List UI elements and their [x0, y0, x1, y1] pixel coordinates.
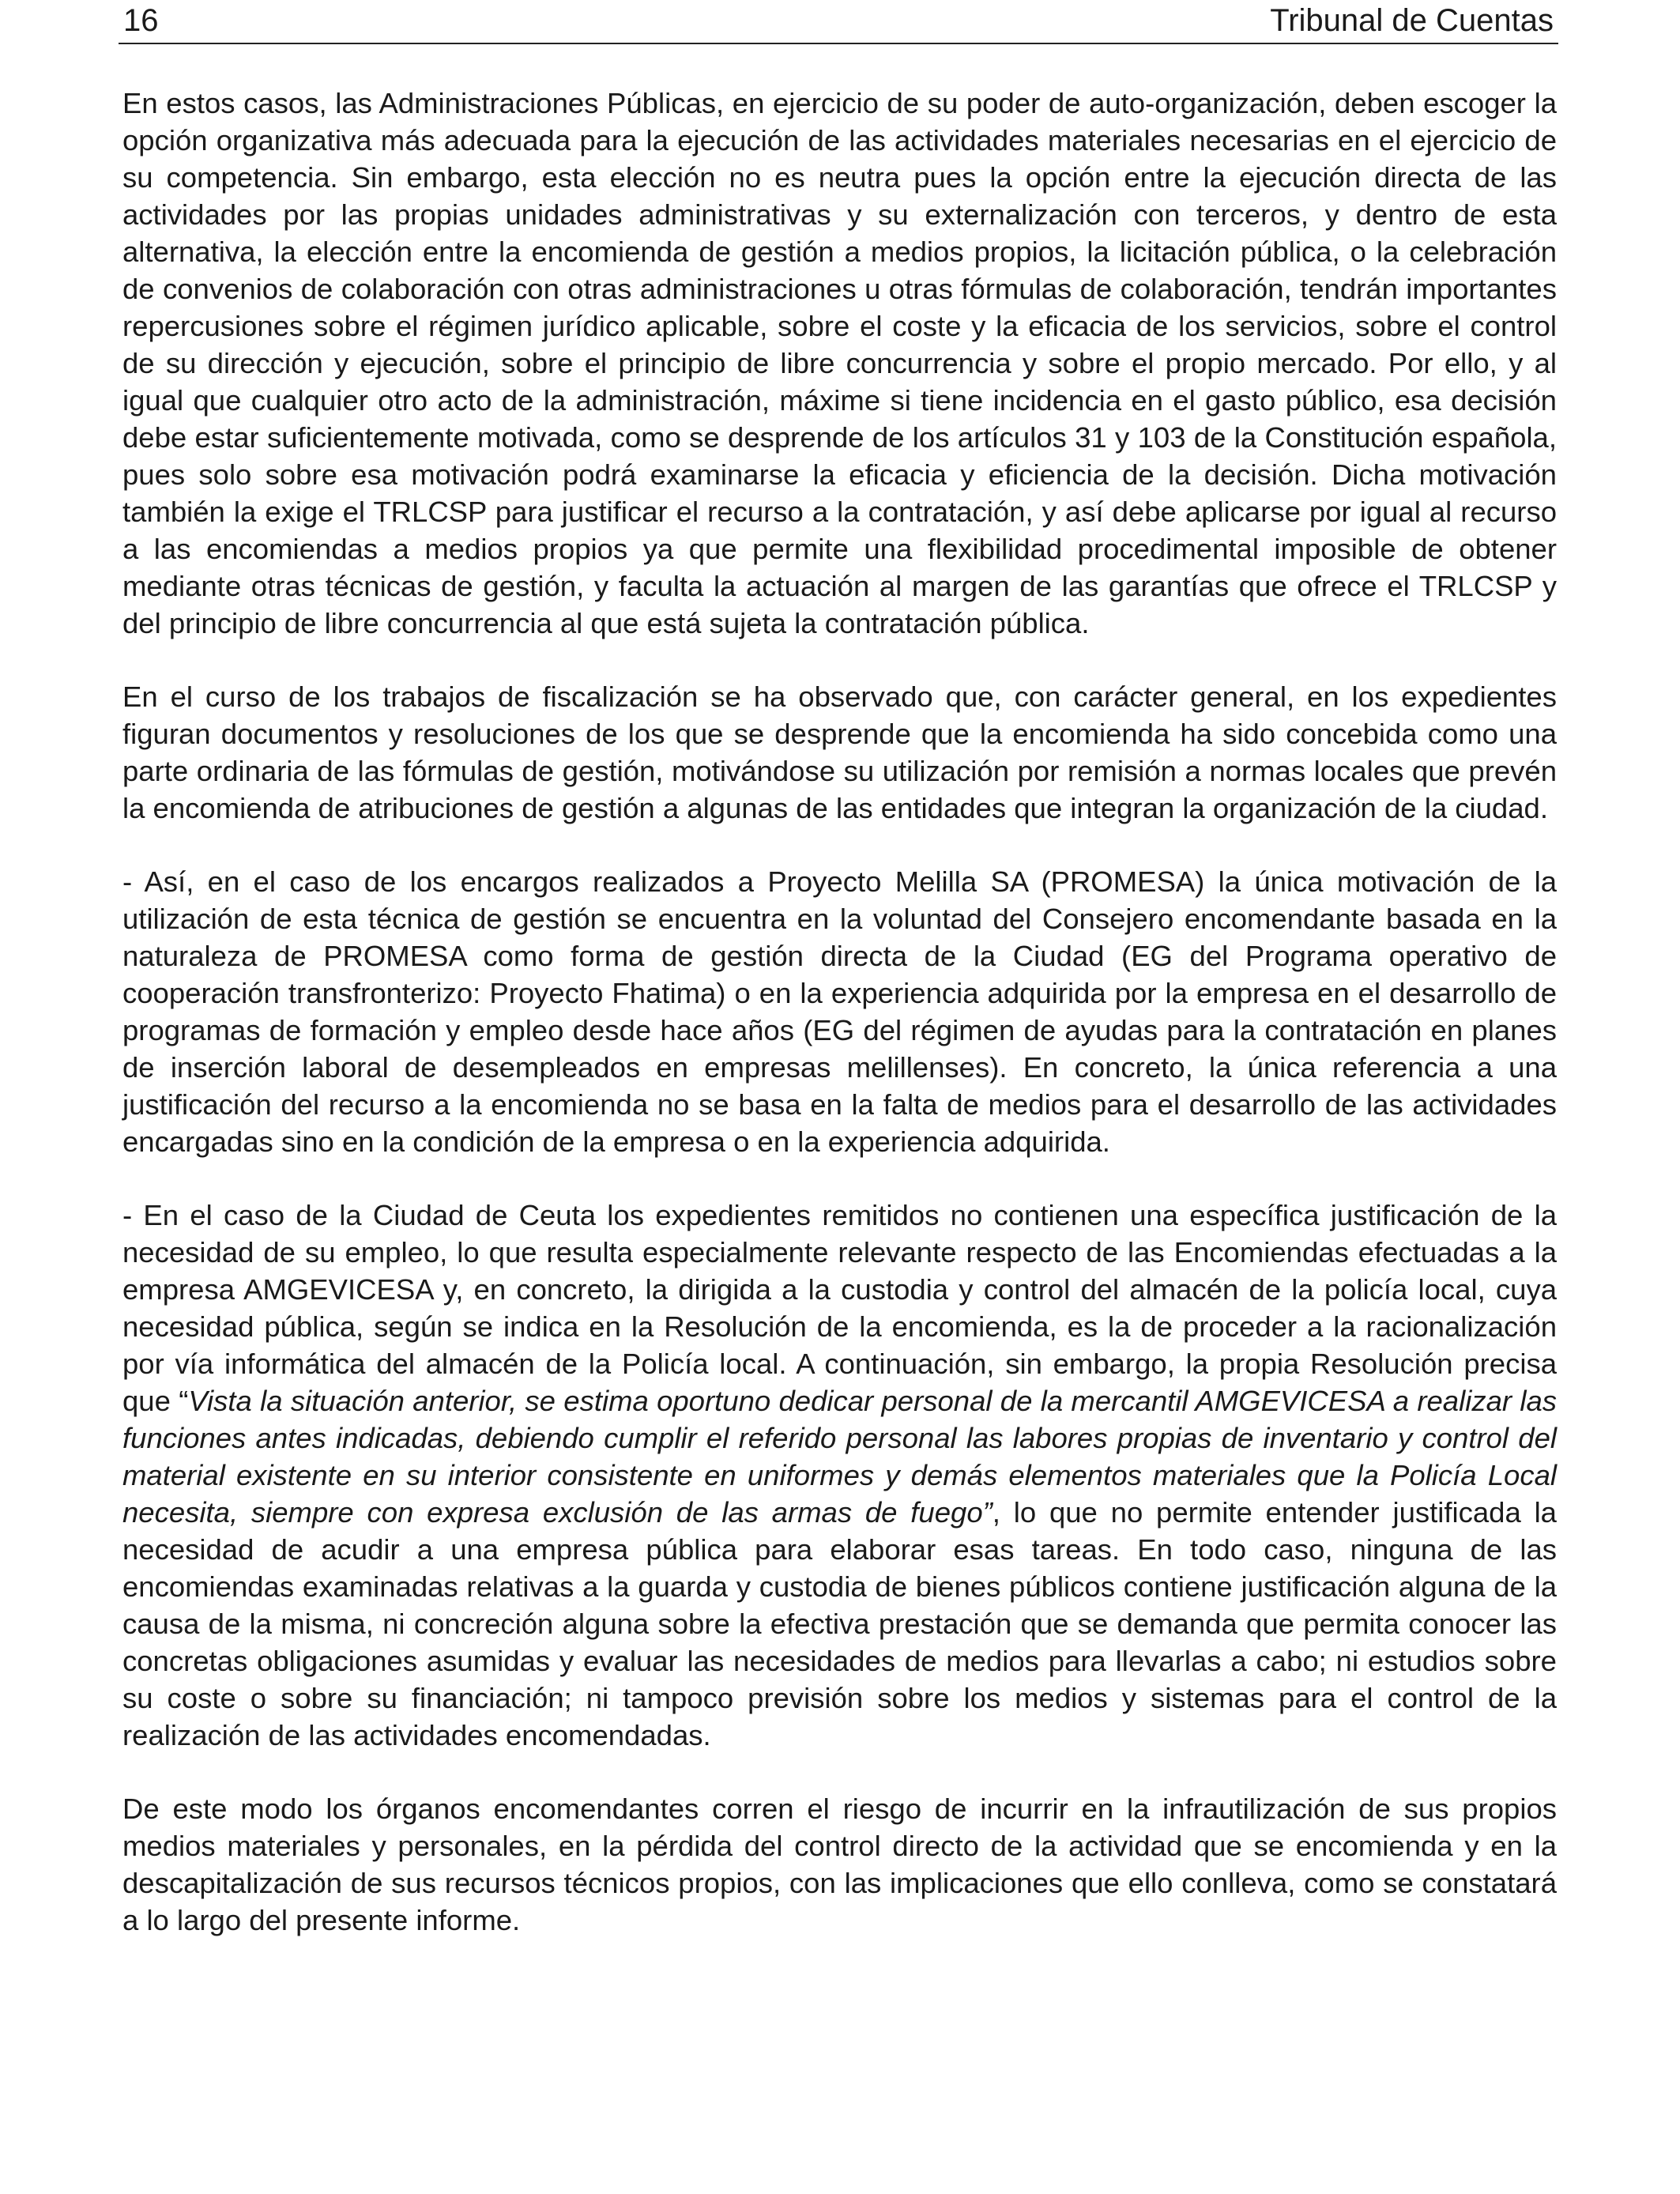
ceuta-text-before-quote: - En el caso de la Ciudad de Ceuta los expedientes remitidos no contienen una específica justificación de la necesidad de su empleo, lo que resulta especialmente relevante respecto de las Encomiendas efectuadas a la empresa AMGEVICESA y, en concreto, la dirigida a la custodia y control del almacén de la policía local, cuya necesidad pública, según se indica en la Resolución de la encomienda, es la de proceder a la racionalización por vía informática del almacén de la Policía local. A continuación, sin embargo, la propia Resolución precisa que “: [122, 1199, 1557, 1417]
running-title: Tribunal de Cuentas: [1270, 3, 1554, 38]
body-text: [122, 85, 1557, 1975]
paragraph-promesa: - Así, en el caso de los encargos realizados a Proyecto Melilla SA (PROMESA) la única motivación de la utilización de esta técnica de gestión se encuentra en la voluntad del Consejero encomendante basada en la naturaleza de PROMESA como forma de gestión directa de la Ciudad (EG del Programa operativo de cooperación transfronterizo: Proyecto Fhatima) o en la experiencia adquirida por la empresa en el desarrollo de programas de formación y empleo desde hace años (EG del régimen de ayudas para la contratación en planes de inserción laboral de desempleados en empresas melillenses). En concreto, la única referencia a una justificación del recurso a la encomienda no se basa en la falta de medios para el desarrollo de las actividades encargadas sino en la condición de la empresa o en la experiencia adquirida.: [122, 865, 1557, 1158]
paragraph-ceuta: [122, 1197, 1557, 1754]
page-header: [119, 0, 1558, 44]
paragraph-fiscalizacion: En el curso de los trabajos de fiscalización se ha observado que, con carácter general, en los expedientes figuran documentos y resoluciones de los que se desprende que la encomienda ha sido concebida como una parte ordinaria de las fórmulas de gestión, motivándose su utilización por remisión a normas locales que prevén la encomienda de atribuciones de gestión a algunas de las entidades que integran la organización de la ciudad.: [122, 680, 1557, 824]
resolution-quote: Vista la situación anterior, se estima oportuno dedicar personal de la mercantil AMGEVICESA a realizar las funciones antes indicadas, debiendo cumplir el referido personal las labores propias de inventario y control del material existente en su interior consistente en uniformes y demás elementos materiales que la Policía Local necesita, siempre con expresa exclusión de las armas de fuego”: [122, 1385, 1557, 1529]
ceuta-text-after-quote: , lo que no permite entender justificada la necesidad de acudir a una empresa pública para elaborar esas tareas. En todo caso, ninguna de las encomiendas examinadas relativas a la guarda y custodia de bienes públicos contiene justificación alguna de la causa de la misma, ni concreción alguna sobre la efectiva prestación que se demanda que permita conocer las concretas obligaciones asumidas y evaluar las necesidades de medios para llevarlas a cabo; ni estudios sobre su coste o sobre su financiación; ni tampoco previsión sobre los medios y sistemas para el control de la realización de las actividades encomendadas.: [122, 1496, 1557, 1751]
paragraph-autoorganizacion: En estos casos, las Administraciones Públicas, en ejercicio de su poder de auto-organización, deben escoger la opción organizativa más adecuada para la ejecución de las actividades materiales necesarias en el ejercicio de su competencia. Sin embargo, esta elección no es neutra pues la opción entre la ejecución directa de las actividades por las propias unidades administrativas y su externalización con terceros, y dentro de esta alternativa, la elección entre la encomienda de gestión a medios propios, la licitación pública, o la celebración de convenios de colaboración con otras administraciones u otras fórmulas de colaboración, tendrán importantes repercusiones sobre el régimen jurídico aplicable, sobre el coste y la eficacia de los servicios, sobre el control de su dirección y ejecución, sobre el principio de libre concurrencia y sobre el propio mercado. Por ello, y al igual que cualquier otro acto de la administración, máxime si tiene incidencia en el gasto público, esa decisión debe estar suficientemente motivada, como se desprende de los artículos 31 y 103 de la Constitución española, pues solo sobre esa motivación podrá examinarse la eficacia y eficiencia de la decisión. Dicha motivación también la exige el TRLCSP para justificar el recurso a la contratación, y así debe aplicarse por igual al recurso a las encomiendas a medios propios ya que permite una flexibilidad procedimental imposible de obtener mediante otras técnicas de gestión, y faculta la actuación al margen de las garantías que ofrece el TRLCSP y del principio de libre concurrencia al que está sujeta la contratación pública.: [122, 87, 1557, 639]
page-number: 16: [123, 3, 159, 38]
paragraph-conclusion: De este modo los órganos encomendantes corren el riesgo de incurrir en la infrautilización de sus propios medios materiales y personales, en la pérdida del control directo de la actividad que se encomienda y en la descapitalización de sus recursos técnicos propios, con las implicaciones que ello conlleva, como se constatará a lo largo del presente informe.: [122, 1793, 1557, 1936]
